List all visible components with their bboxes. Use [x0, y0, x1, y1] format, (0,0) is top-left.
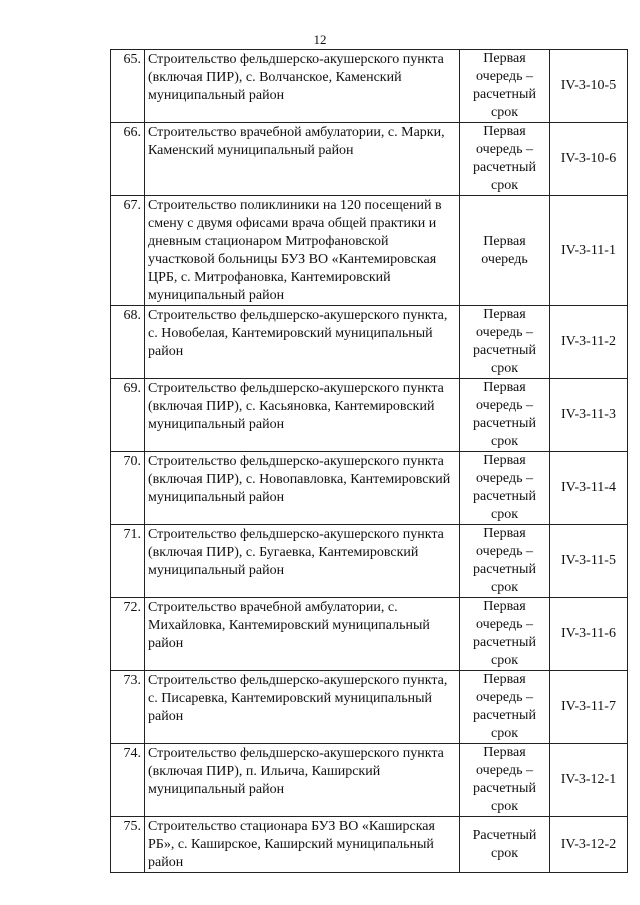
page-number: 12 — [313, 32, 327, 47]
row-number: 68. — [111, 306, 145, 379]
row-stage: Первая очередь – расчетный срок — [460, 379, 550, 452]
row-description: Строительство врачебной амбулатории, с. Марки, Каменский муниципальный район — [145, 123, 460, 196]
row-number: 74. — [111, 744, 145, 817]
row-stage: Первая очередь – расчетный срок — [460, 123, 550, 196]
row-stage: Первая очередь – расчетный срок — [460, 744, 550, 817]
row-number: 71. — [111, 525, 145, 598]
table-row — [111, 671, 628, 744]
row-number: 70. — [111, 452, 145, 525]
row-stage: Первая очередь — [460, 196, 550, 306]
row-code: IV-3-11-5 — [550, 525, 628, 598]
row-number: 73. — [111, 671, 145, 744]
table-row — [111, 452, 628, 525]
row-number: 69. — [111, 379, 145, 452]
table-row — [111, 379, 628, 452]
row-code: IV-3-10-6 — [550, 123, 628, 196]
table-row — [111, 50, 628, 123]
table-row — [111, 598, 628, 671]
row-stage: Первая очередь – расчетный срок — [460, 671, 550, 744]
table-row — [111, 123, 628, 196]
row-description: Строительство фельдшерско-акушерского пункта, с. Писаревка, Кантемировский муниципальный район — [145, 671, 460, 744]
row-description: Строительство фельдшерско-акушерского пункта (включая ПИР), п. Ильича, Каширский муниципальный район — [145, 744, 460, 817]
row-code: IV-3-12-1 — [550, 744, 628, 817]
row-code: IV-3-11-4 — [550, 452, 628, 525]
row-number: 66. — [111, 123, 145, 196]
row-stage: Первая очередь – расчетный срок — [460, 598, 550, 671]
table-row — [111, 306, 628, 379]
row-description: Строительство стационара БУЗ ВО «Каширская РБ», с. Каширское, Каширский муниципальный район — [145, 817, 460, 873]
row-description: Строительство врачебной амбулатории, с. Михайловка, Кантемировский муниципальный район — [145, 598, 460, 671]
row-description: Строительство фельдшерско-акушерского пункта (включая ПИР), с. Волчанское, Каменский муниципальный район — [145, 50, 460, 123]
row-code: IV-3-11-7 — [550, 671, 628, 744]
row-description: Строительство фельдшерско-акушерского пункта (включая ПИР), с. Бугаевка, Кантемировский муниципальный район — [145, 525, 460, 598]
row-code: IV-3-11-6 — [550, 598, 628, 671]
table-row — [111, 817, 628, 873]
row-description: Строительство фельдшерско-акушерского пункта, с. Новобелая, Кантемировский муниципальный район — [145, 306, 460, 379]
row-description: Строительство поликлиники на 120 посещений в смену с двумя офисами врача общей практики и дневным стационаром Митрофановской участковой больницы БУЗ ВО «Кантемировская ЦРБ, с. Митрофановка, Кантемировский муниципальный район — [145, 196, 460, 306]
row-stage: Первая очередь – расчетный срок — [460, 50, 550, 123]
row-code: IV-3-10-5 — [550, 50, 628, 123]
row-description: Строительство фельдшерско-акушерского пункта (включая ПИР), с. Новопавловка, Кантемировский муниципальный район — [145, 452, 460, 525]
row-stage: Расчетный срок — [460, 817, 550, 873]
row-stage: Первая очередь – расчетный срок — [460, 306, 550, 379]
row-number: 75. — [111, 817, 145, 873]
row-number: 72. — [111, 598, 145, 671]
table-row — [111, 744, 628, 817]
row-stage: Первая очередь – расчетный срок — [460, 525, 550, 598]
facilities-table — [110, 49, 628, 873]
row-description: Строительство фельдшерско-акушерского пункта (включая ПИР), с. Касьяновка, Кантемировский муниципальный район — [145, 379, 460, 452]
table-row — [111, 525, 628, 598]
row-code: IV-3-11-2 — [550, 306, 628, 379]
row-code: IV-3-11-3 — [550, 379, 628, 452]
row-number: 67. — [111, 196, 145, 306]
row-number: 65. — [111, 50, 145, 123]
row-stage: Первая очередь – расчетный срок — [460, 452, 550, 525]
row-code: IV-3-11-1 — [550, 196, 628, 306]
row-code: IV-3-12-2 — [550, 817, 628, 873]
table-row — [111, 196, 628, 306]
